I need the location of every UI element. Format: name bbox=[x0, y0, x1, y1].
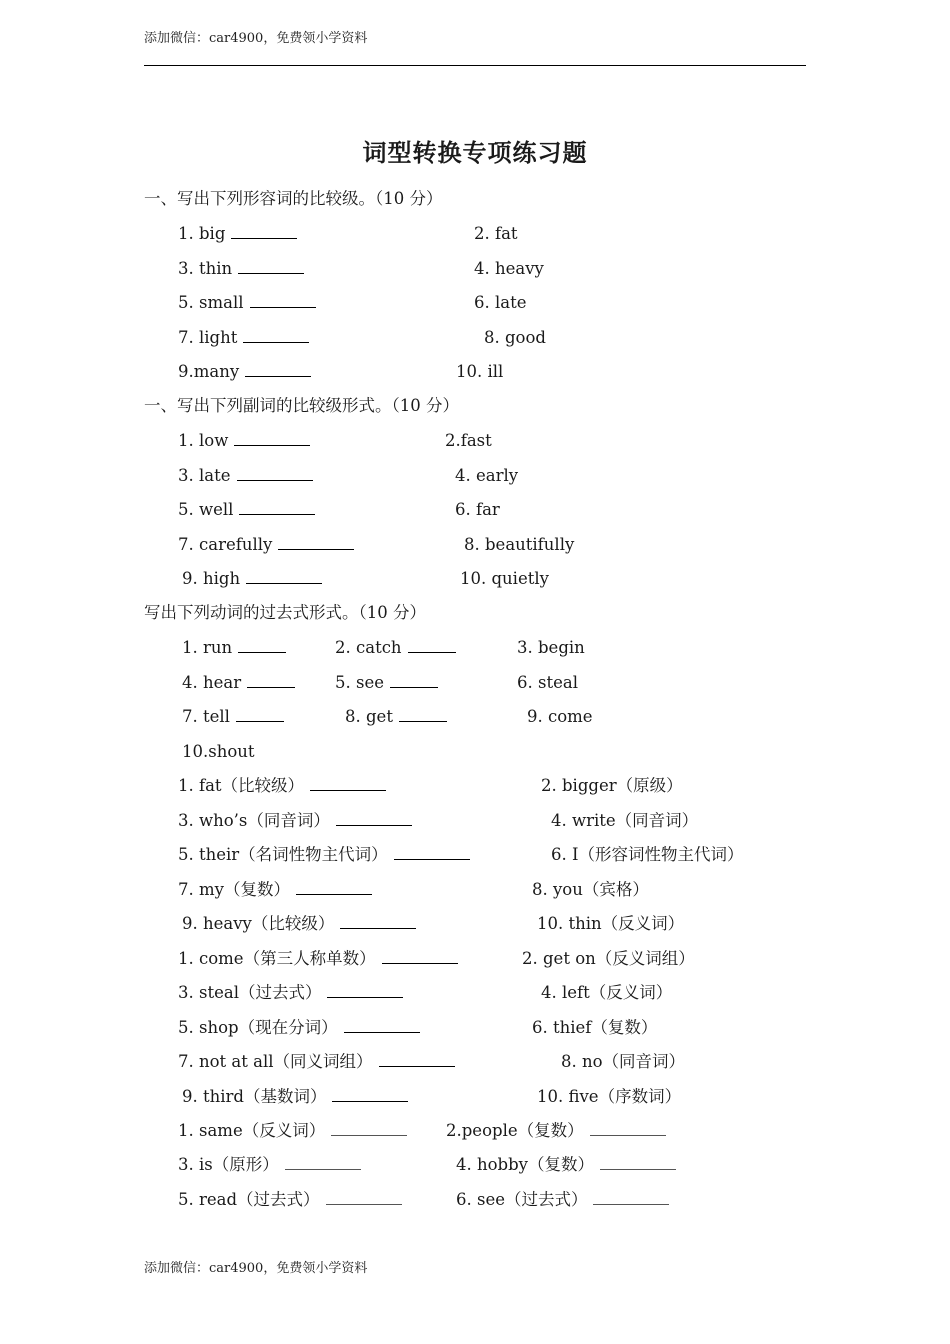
list-item: 5. see bbox=[335, 672, 438, 694]
list-item: 6. late bbox=[474, 293, 527, 312]
footer-note: 添加微信：car4900，免费领小学资料 bbox=[144, 1261, 368, 1276]
list-item: 2. bigger（原级） bbox=[541, 776, 683, 795]
answer-blank[interactable] bbox=[247, 672, 295, 688]
answer-blank[interactable] bbox=[408, 637, 456, 653]
answer-blank[interactable] bbox=[340, 913, 416, 929]
answer-blank[interactable] bbox=[310, 775, 386, 791]
answer-blank[interactable] bbox=[332, 1086, 408, 1102]
list-item: 10. quietly bbox=[460, 569, 549, 588]
header-note: 添加微信：car4900，免费领小学资料 bbox=[144, 31, 368, 46]
list-item: 9. come bbox=[527, 707, 593, 726]
list-item: 4. left（反义词） bbox=[541, 983, 673, 1002]
list-item: 2. fat bbox=[474, 224, 518, 243]
answer-blank[interactable] bbox=[237, 465, 313, 481]
list-item: 3. thin bbox=[178, 258, 304, 280]
list-item: 6. see（过去式） bbox=[456, 1189, 669, 1211]
answer-blank[interactable] bbox=[331, 1120, 407, 1136]
list-item: 8. beautifully bbox=[464, 535, 575, 554]
answer-blank[interactable] bbox=[394, 844, 470, 860]
list-item: 7. carefully bbox=[178, 534, 354, 556]
list-item: 7. not at all（同义词组） bbox=[178, 1051, 455, 1073]
answer-blank[interactable] bbox=[296, 879, 372, 895]
answer-blank[interactable] bbox=[326, 1189, 402, 1205]
list-item: 9.many bbox=[178, 361, 311, 383]
page-title: 词型转换专项练习题 bbox=[362, 138, 588, 167]
list-item: 7. my（复数） bbox=[178, 879, 372, 901]
answer-blank[interactable] bbox=[344, 1017, 420, 1033]
answer-blank[interactable] bbox=[246, 568, 322, 584]
list-item: 2.fast bbox=[445, 431, 492, 450]
answer-blank[interactable] bbox=[250, 292, 316, 308]
list-item: 3. is（原形） bbox=[178, 1154, 361, 1176]
section1-heading: 一、写出下列形容词的比较级。（10 分） bbox=[144, 189, 443, 208]
answer-blank[interactable] bbox=[382, 948, 458, 964]
list-item: 5. small bbox=[178, 292, 316, 314]
list-item: 8. no（同音词） bbox=[561, 1052, 686, 1071]
list-item: 1. big bbox=[178, 223, 297, 245]
list-item: 4. early bbox=[455, 466, 519, 485]
answer-blank[interactable] bbox=[285, 1154, 361, 1170]
list-item: 10.shout bbox=[182, 742, 255, 761]
section2-heading: 一、写出下列副词的比较级形式。（10 分） bbox=[144, 396, 459, 415]
list-item: 9. third（基数词） bbox=[182, 1086, 408, 1108]
list-item: 7. tell bbox=[182, 706, 284, 728]
list-item: 7. light bbox=[178, 327, 309, 349]
list-item: 4. heavy bbox=[474, 259, 544, 278]
answer-blank[interactable] bbox=[245, 361, 311, 377]
list-item: 8. you（宾格） bbox=[532, 880, 649, 899]
answer-blank[interactable] bbox=[590, 1120, 666, 1136]
header-rule bbox=[144, 65, 806, 66]
answer-blank[interactable] bbox=[327, 982, 403, 998]
list-item: 1. same（反义词） bbox=[178, 1120, 407, 1142]
list-item: 2. catch bbox=[335, 637, 456, 659]
answer-blank[interactable] bbox=[379, 1051, 455, 1067]
list-item: 4. hear bbox=[182, 672, 295, 694]
answer-blank[interactable] bbox=[234, 430, 310, 446]
list-item: 4. hobby（复数） bbox=[456, 1154, 676, 1176]
list-item: 1. run bbox=[182, 637, 286, 659]
list-item: 10. thin（反义词） bbox=[537, 914, 685, 933]
list-item: 9. high bbox=[182, 568, 322, 590]
list-item: 9. heavy（比较级） bbox=[182, 913, 416, 935]
list-item: 2.people（复数） bbox=[446, 1120, 666, 1142]
list-item: 10. five（序数词） bbox=[537, 1087, 682, 1106]
answer-blank[interactable] bbox=[278, 534, 354, 550]
list-item: 3. begin bbox=[517, 638, 585, 657]
list-item: 5. read（过去式） bbox=[178, 1189, 402, 1211]
list-item: 2. get on（反义词组） bbox=[522, 949, 695, 968]
section3-heading: 写出下列动词的过去式形式。（10 分） bbox=[144, 603, 426, 622]
list-item: 5. well bbox=[178, 499, 315, 521]
list-item: 5. shop（现在分词） bbox=[178, 1017, 420, 1039]
list-item: 10. ill bbox=[456, 362, 504, 381]
list-item: 6. steal bbox=[517, 673, 578, 692]
answer-blank[interactable] bbox=[336, 810, 412, 826]
list-item: 3. late bbox=[178, 465, 313, 487]
list-item: 4. write（同音词） bbox=[551, 811, 699, 830]
list-item: 5. their（名词性物主代词） bbox=[178, 844, 470, 866]
answer-blank[interactable] bbox=[239, 499, 315, 515]
list-item: 3. steal（过去式） bbox=[178, 982, 403, 1004]
answer-blank[interactable] bbox=[243, 327, 309, 343]
list-item: 8. get bbox=[345, 706, 447, 728]
answer-blank[interactable] bbox=[231, 223, 297, 239]
list-item: 8. good bbox=[484, 328, 546, 347]
list-item: 6. I（形容词性物主代词） bbox=[551, 845, 744, 864]
list-item: 6. far bbox=[455, 500, 500, 519]
answer-blank[interactable] bbox=[593, 1189, 669, 1205]
answer-blank[interactable] bbox=[600, 1154, 676, 1170]
list-item: 1. come（第三人称单数） bbox=[178, 948, 458, 970]
answer-blank[interactable] bbox=[238, 258, 304, 274]
list-item: 6. thief（复数） bbox=[532, 1018, 658, 1037]
answer-blank[interactable] bbox=[399, 706, 447, 722]
answer-blank[interactable] bbox=[238, 637, 286, 653]
answer-blank[interactable] bbox=[390, 672, 438, 688]
answer-blank[interactable] bbox=[236, 706, 284, 722]
list-item: 1. low bbox=[178, 430, 310, 452]
list-item: 1. fat（比较级） bbox=[178, 775, 386, 797]
list-item: 3. who’s（同音词） bbox=[178, 810, 412, 832]
